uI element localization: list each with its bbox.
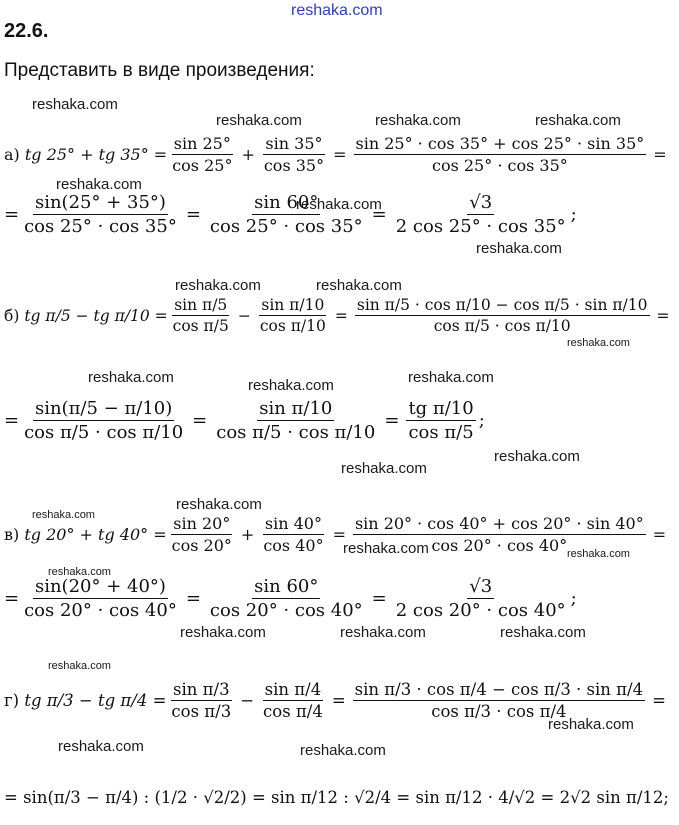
denominator: cos π/3 · cos π/4 [431,702,567,721]
watermark: reshaka.com [291,2,383,19]
watermark: reshaka.com [176,496,262,513]
numerator: sin(π/5 − π/10) [34,398,173,419]
fraction [258,296,328,335]
part-b-label: б) [4,306,20,325]
numerator: sin(20° + 40°) [34,576,166,597]
part-b-line-2: = $\frac{\sin(\pi/5 - \pi/10)}{\text{cos π/5 · cos π/10}}$ = $\frac{\text{sin π/10}}{\text{cos π/5 · cos π/10}}$ = $\frac{\text{tg π/10}}{\text{cos π/5}}$ ; [4,398,485,443]
denominator: cos 25° [172,156,233,175]
denominator: cos 35° [263,156,325,175]
denominator: cos 25° · cos 35° [431,156,568,175]
numerator: sin(25° + 35°) [34,192,166,213]
numerator: sin π/5 [174,296,228,314]
numerator: sin π/4 [264,680,322,699]
denominator: cos 25° · cos 35° [24,216,177,237]
numerator: sin π/10 [261,296,325,314]
denominator: cos π/5 · cos π/10 [24,422,184,443]
numerator: sin 60° [254,192,319,213]
watermark: reshaka.com [32,96,118,113]
fraction [355,296,650,335]
denominator: cos 40° [263,536,324,555]
watermark: reshaka.com [476,240,562,257]
denominator: cos π/5 [172,317,229,335]
denominator: cos π/5 [408,422,474,443]
part-d-result: = sin(π/3 − π/4) : (1/2 · √2/2) = sin π/12 : √2/4 = sin π/12 · 4/√2 = 2√2 sin π/12; [4,788,669,807]
watermark: reshaka.com [567,548,630,560]
part-b-line-1: б) tg π/5 − tg π/10 = $\frac{\text{sin π/5}}{\text{cos π/5}}$ − $\frac{\text{sin π/10}}{\text{cos π/10}}$ = $\frac{\text{sin π/5 · cos π/10 − cos π/5 · sin π/10}}{\text{cos π/5 · cos π/10}}$ = [4,296,670,335]
numerator: sin π/10 [259,398,333,419]
denominator: cos 20° · cos 40° [24,600,177,621]
watermark: reshaka.com [375,112,461,129]
watermark: reshaka.com [341,460,427,477]
watermark: reshaka.com [494,448,580,465]
part-a-line-2: = $\frac{\sin(25^\circ + 35^\circ)}{\cos 25^\circ \cdot \cos 35^\circ}$ = $\frac{\sin 60^\circ}{\cos 25^\circ \cdot \cos 35^\circ}$ = $\frac{√3}{2 \cos 25^\circ \cdot \cos 35^\circ}$ ; [4,192,577,237]
part-d-label: г) [4,691,20,710]
denominator: cos 20° [171,536,232,555]
watermark: reshaka.com [567,337,630,349]
watermark: reshaka.com [58,738,144,755]
part-c-label: в) [4,525,20,544]
watermark: reshaka.com [48,566,111,578]
fraction [208,576,365,621]
fraction [354,134,647,175]
watermark: reshaka.com [408,369,494,386]
denominator: cos 25° · cos 35° [209,216,363,237]
denominator: cos 20° · cos 40° [209,600,363,621]
watermark: reshaka.com [300,742,386,759]
denominator: cos π/10 [259,317,326,335]
numerator: sin 20° [173,514,231,533]
part-d-line-1: г) tg π/3 − tg π/4 = $\frac{\text{sin π/3}}{\text{cos π/3}}$ − $\frac{\text{sin π/4}}{\text{cos π/4}}$ = $\frac{\text{sin π/3 · cos π/4 − cos π/3 · sin π/4}}{\text{cos π/3 · cos π/4}}$ = [4,680,666,721]
fraction [170,514,234,555]
numerator: sin π/3 [173,680,230,699]
denominator: 2 cos 25° · cos 35° [395,216,566,237]
fraction [261,680,325,721]
part-c-lhs: tg 20° + tg 40° = [24,525,167,544]
fraction [171,296,231,335]
fraction [394,576,568,621]
part-d-lhs: tg π/3 − tg π/4 = [24,691,167,710]
fraction [261,514,325,555]
watermark: reshaka.com [175,277,261,294]
watermark: reshaka.com [32,509,95,521]
fraction [22,576,179,621]
part-c-line-2: = $\frac{\sin(20^\circ + 40^\circ)}{\cos 20^\circ \cdot \cos 40^\circ}$ = $\frac{\sin 60^\circ}{\cos 20^\circ \cdot \cos 40^\circ}$ = $\frac{√3}{2 \cos 20^\circ \cdot \cos 40^\circ}$ ; [4,576,577,621]
watermark: reshaka.com [535,112,621,129]
problem-number: 22.6. [4,20,49,42]
fraction [170,134,234,175]
part-a-label: а) [4,145,20,164]
watermark: reshaka.com [48,660,111,672]
watermark: reshaka.com [500,624,586,641]
watermark: reshaka.com [296,196,382,213]
watermark: reshaka.com [248,377,334,394]
denominator: cos π/5 · cos π/10 [433,317,571,335]
numerator: sin 20° · cos 40° + cos 20° · sin 40° [354,514,644,533]
numerator: sin 60° [254,576,319,597]
watermark: reshaka.com [88,369,174,386]
watermark: reshaka.com [340,624,426,641]
fraction [22,398,185,443]
part-d-line-2 [4,788,669,807]
fraction [394,192,568,237]
watermark: reshaka.com [216,112,302,129]
instruction-text: Представить в виде произведения: [4,60,315,81]
fraction [406,398,475,443]
numerator: sin π/3 · cos π/4 − cos π/3 · sin π/4 [354,680,644,699]
fraction [353,680,645,721]
part-b-lhs: tg π/5 − tg π/10 = [24,306,168,325]
part-a-line-1: а) tg 25° + tg 35° = $\frac{\sin 25^\circ}{\cos 25^\circ}$ + $\frac{\sin 35^\circ}{\cos 35^\circ}$ = $\frac{\sin 25^\circ \cdot \cos 35^\circ + \cos 25^\circ \cdot \sin 35^\circ}{\cos 25^\circ \cdot \cos 35^\circ}$ = [4,134,667,175]
denominator: cos π/5 · cos π/10 [216,422,376,443]
numerator: tg π/10 [408,398,474,419]
numerator: √3 [469,192,493,213]
numerator: sin 40° [264,514,322,533]
watermark: reshaka.com [316,277,402,294]
denominator: cos π/4 [263,702,323,721]
fraction [22,192,179,237]
watermark: reshaka.com [56,176,142,193]
numerator: sin 35° [265,134,323,153]
fraction [214,398,377,443]
numerator: sin π/5 · cos π/10 − cos π/5 · sin π/10 [356,296,648,314]
watermark: reshaka.com [548,716,634,733]
part-c-line-1: в) tg 20° + tg 40° = $\frac{\sin 20^\circ}{\cos 20^\circ}$ + $\frac{\sin 40^\circ}{\cos 40^\circ}$ = $\frac{\sin 20^\circ \cdot \cos 40^\circ + \cos 20^\circ \cdot \sin 40^\circ}{\cos 20^\circ \cdot \cos 40^\circ}$ = [4,514,667,555]
watermark: reshaka.com [180,624,266,641]
denominator: cos 20° · cos 40° [431,536,568,555]
fraction [169,680,233,721]
numerator: sin 25° · cos 35° + cos 25° · sin 35° [355,134,645,153]
denominator: 2 cos 20° · cos 40° [395,600,566,621]
numerator: sin 25° [173,134,231,153]
numerator: √3 [469,576,493,597]
fraction [262,134,326,175]
watermark: reshaka.com [343,540,429,557]
denominator: cos π/3 [171,702,232,721]
part-a-lhs: tg 25° + tg 35° = [24,145,168,164]
